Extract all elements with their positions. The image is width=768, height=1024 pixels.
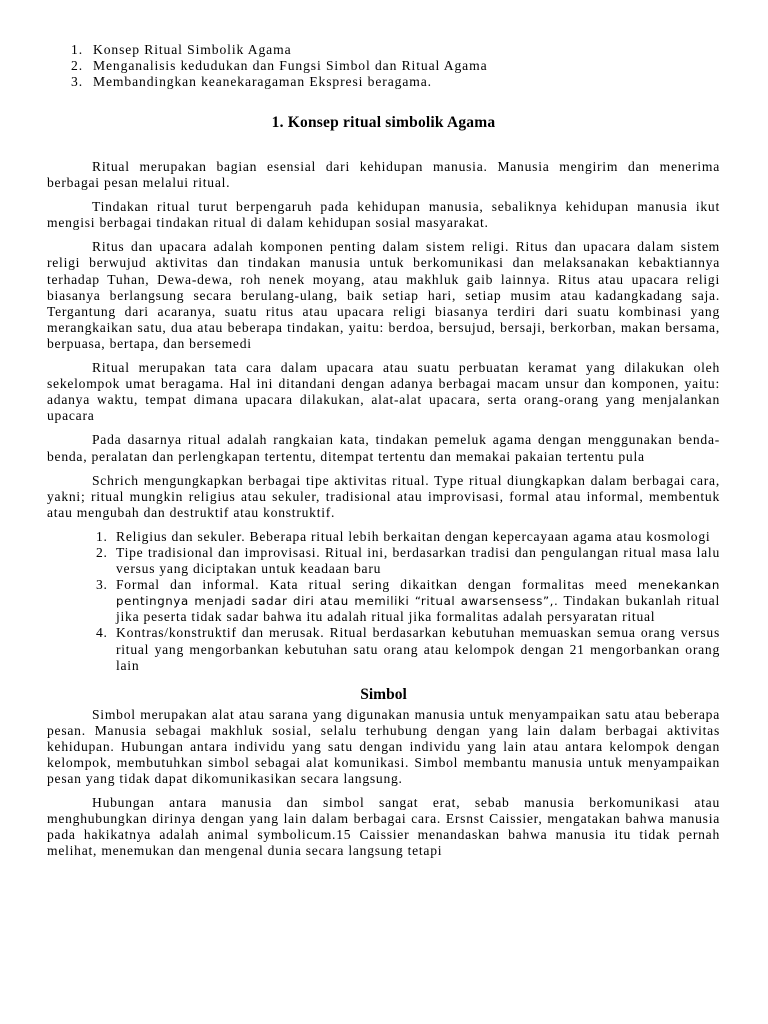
list-number: 1.: [96, 528, 108, 544]
paragraph: Ritual merupakan tata cara dalam upacara atau suatu perbuatan keramat yang dilakukan oleh sekelompok umat beragama. Hal ini ditandani dengan adanya berbagai macam unsur dan komponen, yaitu: adanya waktu, tempat dimana upacara dilakukan, alat-alat upacara, serta orang-orang yang menjalankan upacara: [47, 360, 720, 424]
list-number: 4.: [96, 625, 108, 641]
list-item-text: [116, 577, 720, 625]
paragraph: Pada dasarnya ritual adalah rangkaian kata, tindakan pemeluk agama dengan menggunakan benda-benda, peralatan dan perlengkapan tertentu, ditempat tertentu dan memakai pakaian tertentu pula: [47, 432, 720, 464]
list-item: [96, 529, 720, 545]
paragraph: Ritus dan upacara adalah komponen penting dalam sistem religi. Ritus dan upacara dalam sistem religi berwujud aktivitas dan tindakan manusia untuk berkomunikasi dan melaksanakan kebaktiannya terhadap Tuhan, Dewa-dewa, roh nenek moyang, atau makhluk gaib lainnya. Ritus atau upacara religi biasanya berlangsung secara berulang-ulang, baik setiap hari, setiap musim atau kadangkadang saja. Tergantung dari acaranya, suatu ritus atau upacara religi biasanya terdiri dari suatu kombinasi yang merangkaikan satu, dua atau beberapa tindakan, yaitu: berdoa, bersujud, bersaji, berkorban, makan bersama, berpuasa, bertapa, dan bersemedi: [47, 239, 720, 351]
paragraph: Hubungan antara manusia dan simbol sangat erat, sebab manusia berkomunikasi atau menghubungkan dirinya dengan yang lain dalam berbagai cara. Ersnst Caissier, mengatakan bahwa manusia pada hakikatnya adalah animal symbolicum.15 Caissier menandaskan bahwa manusia itu tidak pernah melihat, menemukan dan mengenal dunia secara langsung tetapi: [47, 795, 720, 859]
outline-item: [71, 74, 720, 90]
outline-list: [47, 42, 720, 90]
outline-item-text: Konsep Ritual Simbolik Agama: [93, 42, 292, 57]
list-item-text: Religius dan sekuler. Beberapa ritual lebih berkaitan dengan kepercayaan agama atau kosmologi: [116, 528, 711, 544]
list-item-text-part: menekankan pentingnya menjadi sadar diri atau memiliki “ritual awarsensess”,.: [116, 578, 720, 609]
list-number: 3.: [96, 577, 108, 593]
paragraph: Schrich mengungkapkan berbagai tipe aktivitas ritual. Type ritual diungkapkan dalam berbagai cara, yakni; ritual mungkin religius atau sekuler, tradisional atau improvisasi, formal atau informal, membentuk atau mengubah dan destruktif atau konstruktif.: [47, 472, 720, 520]
outline-item-text: Menganalisis kedudukan dan Fungsi Simbol dan Ritual Agama: [93, 58, 488, 73]
list-item: [96, 545, 720, 577]
list-item-text: Kontras/konstruktif dan merusak. Ritual berdasarkan kebutuhan memuaskan semua orang versus ritual yang mengorbankan kebutuhan satu orang atau kelompok dengan 21 mengorbankan orang lain: [116, 625, 720, 673]
list-number: 1.: [71, 42, 83, 57]
list-number: 3.: [71, 74, 83, 89]
ritual-types-list: [47, 529, 720, 674]
outline-item: [71, 42, 720, 58]
list-item: [96, 625, 720, 673]
paragraph: Ritual merupakan bagian esensial dari kehidupan manusia. Manusia mengirim dan menerima berbagai pesan melalui ritual.: [47, 159, 720, 191]
outline-item: [71, 58, 720, 74]
section-heading: Simbol: [360, 685, 407, 703]
list-item-text-part: Tindakan bukanlah ritual jika peserta tidak sadar bahwa itu adalah ritual jika formalitas adalah persyaratan ritual: [116, 593, 720, 625]
paragraph: Simbol merupakan alat atau sarana yang digunakan manusia untuk menyampaikan satu atau beberapa pesan. Manusia sebagai makhluk sosial, selalu terhubung dengan yang lain dalam berbagai aktivitas kehidupan. Hubungan antara individu yang satu dengan individu yang lain atau antara kelompok dengan kelompok, membutuhkan simbol sebagai alat komunikasi. Simbol membantu manusia untuk menyampaikan pesan yang tidak dapat dikomunikasikan secara langsung.: [47, 706, 720, 787]
list-item-text-part: Formal dan informal. Kata ritual sering dikaitkan dengan formalitas meed: [116, 577, 628, 593]
outline-item-text: Membandingkan keanekaragaman Ekspresi beragama.: [93, 74, 432, 89]
list-item: [96, 577, 720, 625]
paragraph: Tindakan ritual turut berpengaruh pada kehidupan manusia, sebaliknya kehidupan manusia ikut mengisi berbagai tindakan ritual di dalam kehidupan sosial masyarakat.: [47, 199, 720, 231]
list-number: 2.: [96, 544, 108, 560]
section-heading: 1. Konsep ritual simbolik Agama: [271, 114, 496, 131]
list-number: 2.: [71, 58, 83, 73]
list-item-text: Tipe tradisional dan improvisasi. Ritual ini, berdasarkan tradisi dan pengulangan ritual masa lalu versus yang diciptakan untuk keadaan baru: [116, 544, 720, 577]
